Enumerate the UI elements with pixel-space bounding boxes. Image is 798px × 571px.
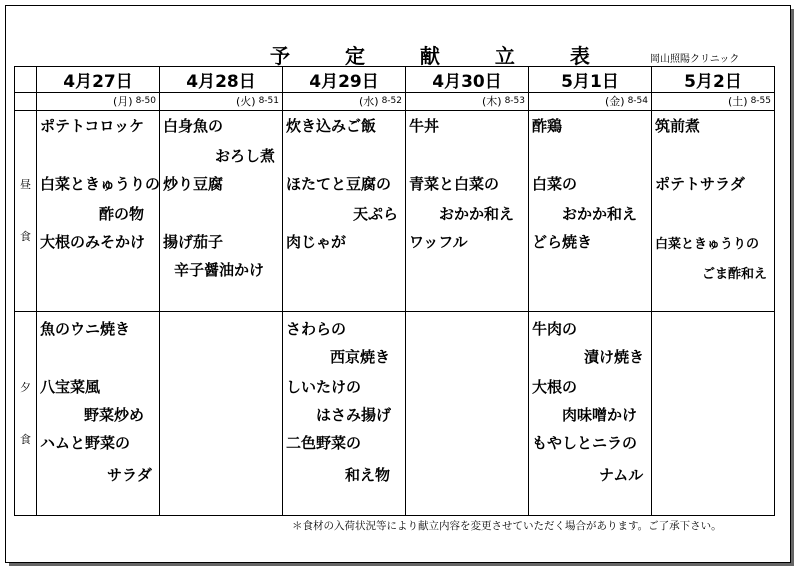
dish-line: おかか和え <box>562 205 638 223</box>
dinner-cell <box>160 312 283 516</box>
dish-line: しいたけの <box>286 378 362 396</box>
dish-line: ポテトサラダ <box>655 175 745 193</box>
weekday-cell <box>37 93 160 111</box>
date-header: 5月2日 <box>652 67 775 93</box>
frame-shadow-right <box>791 9 794 565</box>
date-header: 4月27日 <box>37 67 160 93</box>
lunch-label-text: 昼 食 <box>20 178 31 243</box>
weekday-cell <box>406 93 529 111</box>
weekday-label: (木) <box>481 95 502 108</box>
dish-line: おろし煮 <box>215 147 276 165</box>
lunch-cell <box>652 111 775 312</box>
dish-line: おかか和え <box>439 205 515 223</box>
menu-code: 8-55 <box>750 96 771 106</box>
dish-line: さわらの <box>286 320 347 338</box>
lunch-label <box>15 111 37 312</box>
dish-line: 白菜ときゅうりの <box>40 175 161 193</box>
dish-line: 大根のみそかけ <box>40 233 146 251</box>
menu-table <box>14 66 775 516</box>
lunch-cell <box>37 111 160 312</box>
dish-line: 二色野菜の <box>286 434 362 452</box>
dinner-label-text: 夕 食 <box>20 380 31 446</box>
dish-line: もやしとニラの <box>532 434 638 452</box>
dish-line: 牛丼 <box>409 117 440 135</box>
dish-line: どら焼き <box>532 233 593 251</box>
dish-line: 白身魚の <box>163 117 224 135</box>
dish-line: ポテトコロッケ <box>40 117 145 135</box>
date-header: 4月30日 <box>406 67 529 93</box>
weekday-row <box>15 93 775 111</box>
menu-code: 8-50 <box>135 96 156 106</box>
corner-cell <box>15 93 37 111</box>
weekday-label: (金) <box>604 95 625 108</box>
weekday-cell <box>529 93 652 111</box>
lunch-cell <box>406 111 529 312</box>
dish-line: 肉じゃが <box>286 233 347 251</box>
lunch-cell <box>283 111 406 312</box>
dish-line: 白菜の <box>532 175 578 193</box>
lunch-cell <box>160 111 283 312</box>
dish-line: ワッフル <box>409 233 468 251</box>
dish-line: 白菜ときゅうりの <box>655 237 760 252</box>
menu-code: 8-51 <box>258 96 279 106</box>
dinner-cell <box>37 312 160 516</box>
frame-shadow-bottom <box>9 563 794 566</box>
menu-code: 8-53 <box>504 96 525 106</box>
page-title: 予 定 献 立 表 <box>270 44 614 68</box>
dish-line: 炒り豆腐 <box>163 175 224 193</box>
dish-line: 天ぷら <box>353 205 399 223</box>
dinner-row <box>15 312 775 516</box>
date-header-row <box>15 67 775 93</box>
dinner-cell <box>652 312 775 516</box>
dinner-cell <box>529 312 652 516</box>
dinner-cell <box>283 312 406 516</box>
dish-line: 青菜と白菜の <box>409 175 500 193</box>
weekday-cell <box>160 93 283 111</box>
menu-code: 8-52 <box>381 96 402 106</box>
weekday-label: (月) <box>112 95 133 108</box>
dish-line: 炊き込みご飯 <box>286 117 377 135</box>
weekday-cell <box>652 93 775 111</box>
date-header: 5月1日 <box>529 67 652 93</box>
dish-line: ナムル <box>599 466 644 484</box>
dish-line: 大根の <box>532 378 578 396</box>
dish-line: ごま酢和え <box>702 267 768 282</box>
dish-line: 酢の物 <box>99 205 145 223</box>
date-header: 4月29日 <box>283 67 406 93</box>
dinner-label <box>15 312 37 516</box>
dish-line: 揚げ茄子 <box>163 233 224 251</box>
weekday-cell <box>283 93 406 111</box>
weekday-label: (水) <box>358 95 379 108</box>
dish-line: はさみ揚げ <box>316 406 392 424</box>
dish-line: 野菜炒め <box>84 406 145 424</box>
weekday-label: (火) <box>235 95 256 108</box>
dish-line: 牛肉の <box>532 320 578 338</box>
dish-line: 漬け焼き <box>584 348 645 366</box>
weekday-label: (土) <box>727 95 748 108</box>
menu-code: 8-54 <box>627 96 648 106</box>
dish-line: 筑前煮 <box>655 117 701 135</box>
dish-line: 和え物 <box>345 466 391 484</box>
lunch-cell <box>529 111 652 312</box>
dish-line: 魚のウニ焼き <box>40 320 131 338</box>
clinic-name: 岡山照陽クリニック <box>650 54 740 65</box>
dinner-cell <box>406 312 529 516</box>
dish-line: ハムと野菜の <box>40 434 131 452</box>
corner-cell <box>15 67 37 93</box>
lunch-row <box>15 111 775 312</box>
dish-line: ほたてと豆腐の <box>286 175 392 193</box>
dish-line: 西京焼き <box>330 348 391 366</box>
dish-line: 八宝菜風 <box>40 378 101 396</box>
dish-line: サラダ <box>107 466 152 484</box>
dish-line: 辛子醤油かけ <box>174 261 265 279</box>
dish-line: 肉味噌かけ <box>562 406 638 424</box>
footnote: ＊食材の入荷状況等により献立内容を変更させていただく場合があります。ご了承下さい。 <box>292 520 722 532</box>
date-header: 4月28日 <box>160 67 283 93</box>
dish-line: 酢鶏 <box>532 117 563 135</box>
